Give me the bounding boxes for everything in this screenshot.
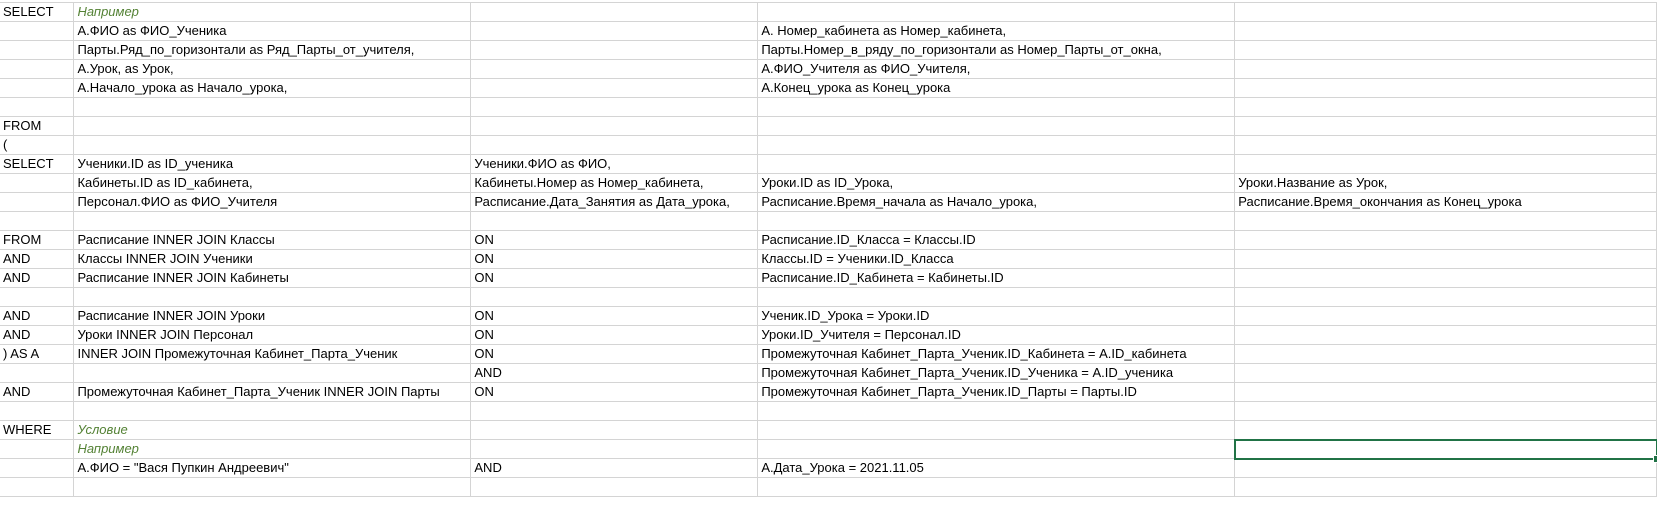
cell[interactable] — [1235, 155, 1657, 174]
cell[interactable] — [758, 421, 1235, 440]
cell[interactable]: Парты.Номер_в_ряду_по_горизонтали as Номер_Парты_от_окна, — [758, 41, 1235, 60]
cell[interactable]: ON — [471, 231, 758, 250]
sheet-row — [0, 3, 1657, 22]
cell[interactable] — [471, 402, 758, 421]
cell[interactable] — [74, 98, 471, 117]
cell[interactable] — [0, 79, 74, 98]
sheet-row — [0, 478, 1657, 497]
cell[interactable]: Расписание INNER JOIN Кабинеты — [74, 269, 471, 288]
sheet-row — [0, 459, 1657, 478]
cell[interactable] — [758, 98, 1235, 117]
cell[interactable] — [471, 3, 758, 22]
cell[interactable] — [471, 117, 758, 136]
cell[interactable]: AND — [471, 364, 758, 383]
cell[interactable]: Промежуточная Кабинет_Парта_Ученик.ID_Кабинета = A.ID_кабинета — [758, 345, 1235, 364]
cell[interactable]: Расписание.ID_Класса = Классы.ID — [758, 231, 1235, 250]
cell[interactable]: AND — [0, 269, 74, 288]
cell[interactable]: Промежуточная Кабинет_Парта_Ученик.ID_Парты = Парты.ID — [758, 383, 1235, 402]
cell[interactable] — [0, 459, 74, 478]
cell[interactable]: FROM — [0, 231, 74, 250]
cell[interactable] — [74, 364, 471, 383]
cell[interactable]: AND — [0, 326, 74, 345]
cell[interactable]: Расписание INNER JOIN Классы — [74, 231, 471, 250]
cell[interactable]: AND — [0, 383, 74, 402]
sheet-row — [0, 41, 1657, 60]
sheet-row — [0, 22, 1657, 41]
cell[interactable] — [0, 98, 74, 117]
cell[interactable]: Расписание.Дата_Занятия as Дата_урока, — [471, 193, 758, 212]
cell[interactable] — [1235, 79, 1657, 98]
cell[interactable]: ON — [471, 383, 758, 402]
cell[interactable] — [471, 22, 758, 41]
cell[interactable]: SELECT — [0, 155, 74, 174]
cell[interactable]: А. Номер_кабинета as Номер_кабинета, — [758, 22, 1235, 41]
sheet-row — [0, 174, 1657, 193]
cell[interactable]: Ученики.ФИО as ФИО, — [471, 155, 758, 174]
cell[interactable] — [1235, 326, 1657, 345]
cell[interactable] — [1235, 364, 1657, 383]
sheet-row — [0, 288, 1657, 307]
sheet-row — [0, 98, 1657, 117]
cell[interactable]: А.ФИО = "Вася Пупкин Андреевич" — [74, 459, 471, 478]
cell[interactable]: А.Конец_урока as Конец_урока — [758, 79, 1235, 98]
cell[interactable]: ON — [471, 307, 758, 326]
cell[interactable] — [74, 402, 471, 421]
cell[interactable] — [1235, 478, 1657, 497]
cell[interactable] — [1235, 22, 1657, 41]
cell[interactable] — [471, 212, 758, 231]
cell[interactable] — [1235, 288, 1657, 307]
cell[interactable] — [1235, 421, 1657, 440]
cell[interactable] — [758, 155, 1235, 174]
sheet-row — [0, 155, 1657, 174]
cell[interactable] — [0, 60, 74, 79]
cell[interactable] — [471, 98, 758, 117]
cell[interactable]: Кабинеты.Номер as Номер_кабинета, — [471, 174, 758, 193]
sheet-row — [0, 269, 1657, 288]
cell[interactable]: Промежуточная Кабинет_Парта_Ученик.ID_Ученика = A.ID_ученика — [758, 364, 1235, 383]
cell[interactable] — [0, 174, 74, 193]
cell[interactable] — [471, 60, 758, 79]
sheet-row — [0, 250, 1657, 269]
cell[interactable] — [758, 440, 1235, 459]
cell[interactable] — [471, 136, 758, 155]
cell[interactable]: ) AS A — [0, 345, 74, 364]
sheet-row — [0, 383, 1657, 402]
cell[interactable] — [0, 41, 74, 60]
sheet-row — [0, 345, 1657, 364]
sheet-row — [0, 421, 1657, 440]
cell[interactable]: ON — [471, 250, 758, 269]
cell[interactable] — [1235, 250, 1657, 269]
sheet-row — [0, 212, 1657, 231]
cell[interactable]: Расписание.ID_Кабинета = Кабинеты.ID — [758, 269, 1235, 288]
cell[interactable]: Промежуточная Кабинет_Парта_Ученик INNER JOIN Парты — [74, 383, 471, 402]
cell[interactable] — [0, 402, 74, 421]
cell[interactable]: Классы INNER JOIN Ученики — [74, 250, 471, 269]
cell[interactable]: Уроки.ID as ID_Урока, — [758, 174, 1235, 193]
cell[interactable] — [74, 117, 471, 136]
cell[interactable] — [758, 3, 1235, 22]
cell[interactable]: AND — [471, 459, 758, 478]
cell[interactable]: Расписание INNER JOIN Уроки — [74, 307, 471, 326]
cell[interactable]: Парты.Ряд_по_горизонтали as Ряд_Парты_от_учителя, — [74, 41, 471, 60]
cell[interactable] — [1235, 231, 1657, 250]
cell[interactable] — [1235, 307, 1657, 326]
cell[interactable]: ON — [471, 326, 758, 345]
cell[interactable] — [758, 212, 1235, 231]
cell[interactable]: ON — [471, 269, 758, 288]
cell[interactable]: AND — [0, 250, 74, 269]
cell[interactable]: ON — [471, 345, 758, 364]
sheet-row — [0, 60, 1657, 79]
cell[interactable] — [74, 288, 471, 307]
cell[interactable]: Персонал.ФИО as ФИО_Учителя — [74, 193, 471, 212]
cell[interactable]: Например — [74, 3, 471, 22]
cell[interactable]: WHERE — [0, 421, 74, 440]
cell[interactable] — [1235, 212, 1657, 231]
cell[interactable] — [471, 79, 758, 98]
cell[interactable] — [1235, 3, 1657, 22]
cell[interactable] — [471, 440, 758, 459]
cell[interactable]: А.Начало_урока as Начало_урока, — [74, 79, 471, 98]
cells-table[interactable] — [0, 2, 1657, 497]
cell[interactable] — [471, 421, 758, 440]
sheet-row — [0, 326, 1657, 345]
cell[interactable] — [758, 478, 1235, 497]
cell[interactable] — [74, 478, 471, 497]
sheet-row — [0, 117, 1657, 136]
cell[interactable]: Уроки.ID_Учителя = Персонал.ID — [758, 326, 1235, 345]
cell[interactable]: Кабинеты.ID as ID_кабинета, — [74, 174, 471, 193]
cell[interactable]: Расписание.Время_окончания as Конец_урока — [1235, 193, 1657, 212]
cell[interactable] — [0, 22, 74, 41]
cell[interactable]: ( — [0, 136, 74, 155]
cell[interactable] — [0, 364, 74, 383]
sheet-row — [0, 136, 1657, 155]
sheet-row — [0, 440, 1657, 459]
cell[interactable] — [74, 136, 471, 155]
cell[interactable] — [1235, 345, 1657, 364]
cell[interactable] — [1235, 383, 1657, 402]
cell[interactable]: AND — [0, 307, 74, 326]
cell[interactable] — [758, 402, 1235, 421]
cell[interactable]: А.ФИО as ФИО_Ученика — [74, 22, 471, 41]
cell[interactable]: Ученики.ID as ID_ученика — [74, 155, 471, 174]
cell[interactable]: Условие — [74, 421, 471, 440]
cell[interactable] — [1235, 269, 1657, 288]
cell[interactable] — [471, 288, 758, 307]
cell[interactable] — [471, 41, 758, 60]
cell[interactable] — [0, 212, 74, 231]
cell[interactable] — [1235, 440, 1657, 459]
sheet-row — [0, 193, 1657, 212]
cell[interactable]: INNER JOIN Промежуточная Кабинет_Парта_Ученик — [74, 345, 471, 364]
sheet-row — [0, 402, 1657, 421]
cell[interactable] — [1235, 98, 1657, 117]
cell[interactable]: А.Урок, as Урок, — [74, 60, 471, 79]
cell[interactable] — [471, 478, 758, 497]
cell[interactable] — [758, 117, 1235, 136]
cell[interactable] — [1235, 117, 1657, 136]
cell[interactable]: Например — [74, 440, 471, 459]
cell[interactable] — [1235, 402, 1657, 421]
cell[interactable]: Ученик.ID_Урока = Уроки.ID — [758, 307, 1235, 326]
cell[interactable] — [758, 136, 1235, 155]
sheet-row — [0, 307, 1657, 326]
cell[interactable] — [1235, 136, 1657, 155]
cell[interactable] — [1235, 459, 1657, 478]
cell[interactable] — [1235, 41, 1657, 60]
cell[interactable]: Классы.ID = Ученики.ID_Класса — [758, 250, 1235, 269]
cell[interactable]: Уроки INNER JOIN Персонал — [74, 326, 471, 345]
cell[interactable] — [0, 478, 74, 497]
sheet-row — [0, 364, 1657, 383]
cell[interactable]: А.ФИО_Учителя as ФИО_Учителя, — [758, 60, 1235, 79]
cell[interactable]: А.Дата_Урока = 2021.11.05 — [758, 459, 1235, 478]
cell[interactable]: Расписание.Время_начала as Начало_урока, — [758, 193, 1235, 212]
cell[interactable] — [74, 212, 471, 231]
cell[interactable]: Уроки.Название as Урок, — [1235, 174, 1657, 193]
cell[interactable]: SELECT — [0, 3, 74, 22]
cell[interactable] — [1235, 60, 1657, 79]
cell[interactable] — [0, 440, 74, 459]
cell[interactable]: FROM — [0, 117, 74, 136]
cell[interactable] — [0, 193, 74, 212]
sheet-row — [0, 79, 1657, 98]
sheet-row — [0, 231, 1657, 250]
cell[interactable] — [758, 288, 1235, 307]
cell[interactable] — [0, 288, 74, 307]
